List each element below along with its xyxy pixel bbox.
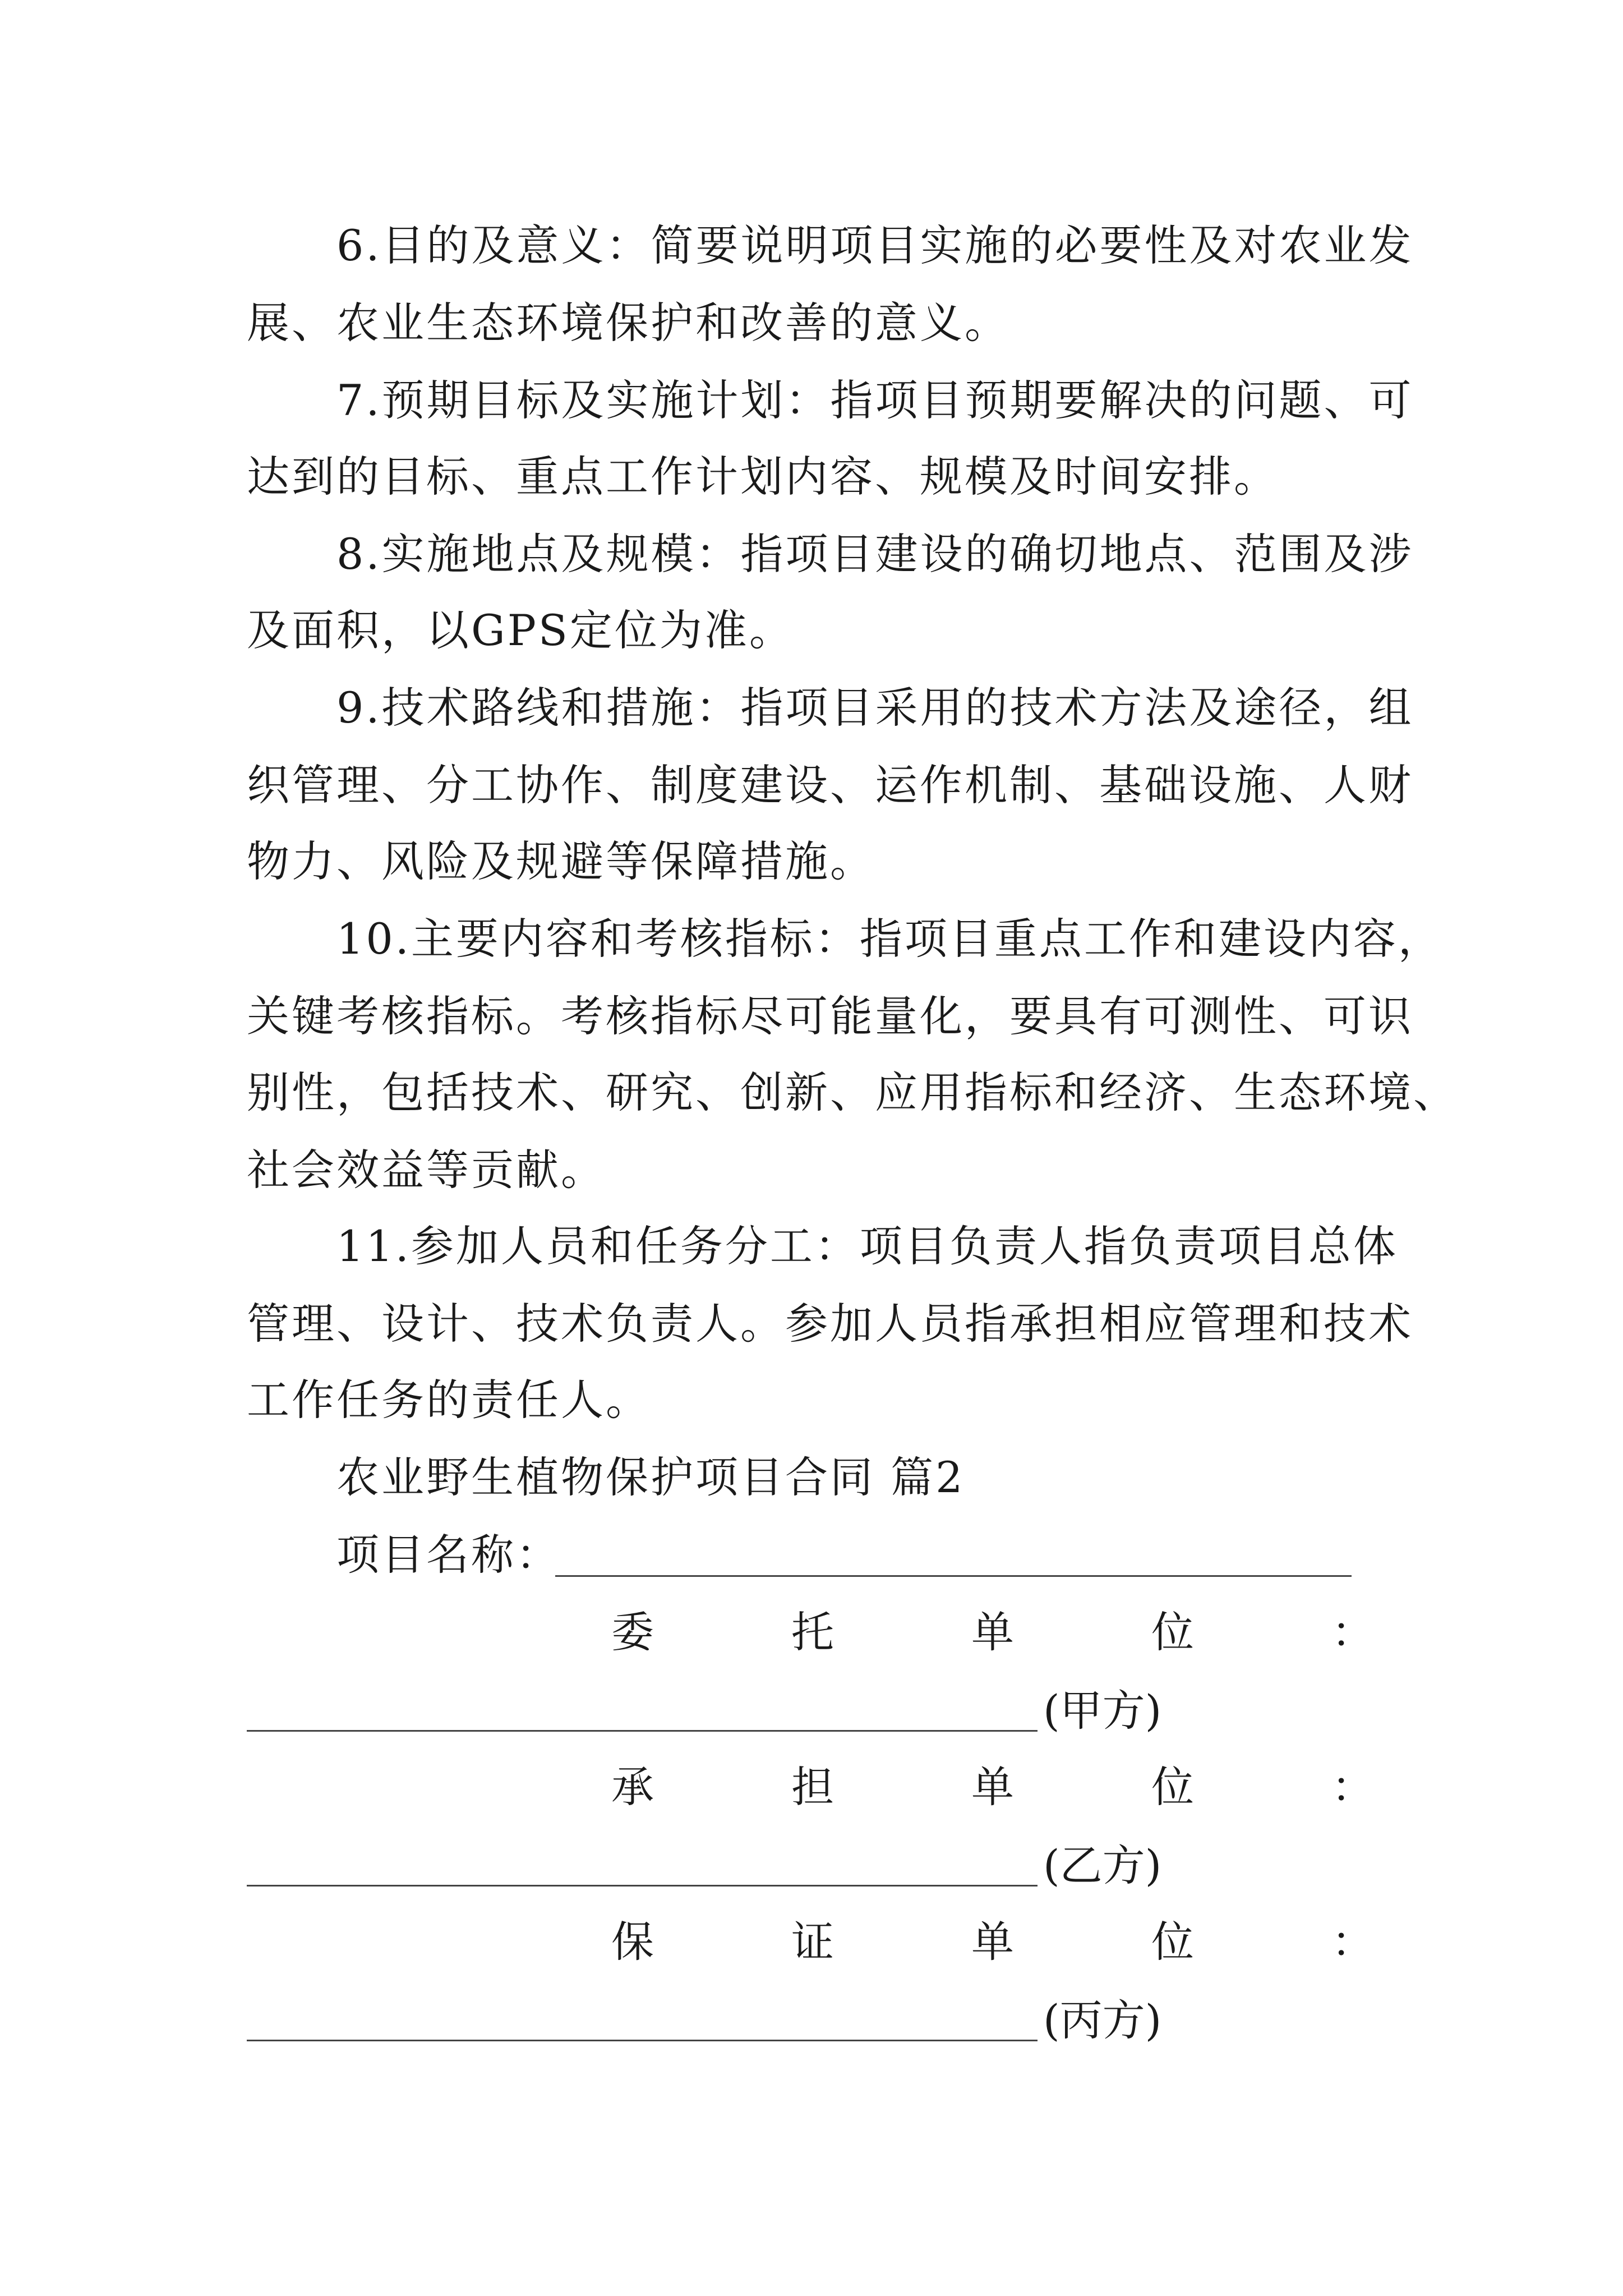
party-3-char: 证 — [791, 1917, 834, 1967]
item-6-line-1: 6.目的及意义：简要说明项目实施的必要性及对农业发 — [336, 220, 1414, 270]
party-3-char: 单 — [971, 1917, 1014, 1967]
party-2-char: 担 — [791, 1762, 834, 1812]
party-1-label — [611, 1604, 1374, 1660]
item-9-line-3: 物力、风险及规避等保障措施。 — [247, 836, 875, 886]
party-1-suffix: (甲方) — [1043, 1686, 1162, 1736]
party-3-blank[interactable] — [247, 2040, 1038, 2041]
item-8-line-1: 8.实施地点及规模：指项目建设的确切地点、范围及涉 — [336, 529, 1414, 579]
party-2-char: 位 — [1151, 1762, 1194, 1812]
party-2-colon: ： — [1331, 1762, 1374, 1812]
item-10-line-1: 10.主要内容和考核指标：指项目重点工作和建设内容， — [336, 914, 1443, 964]
party-2-label — [611, 1759, 1374, 1815]
project-name-blank[interactable] — [555, 1575, 1352, 1577]
project-name-label: 项目名称： — [336, 1530, 561, 1580]
item-11-line-2: 管理、设计、技术负责人。参加人员指承担相应管理和技术 — [247, 1299, 1413, 1349]
party-1-char: 位 — [1151, 1607, 1194, 1657]
item-11-line-3: 工作任务的责任人。 — [247, 1375, 651, 1425]
party-3-label — [611, 1914, 1374, 1970]
party-2-char: 单 — [971, 1762, 1014, 1812]
party-1-char: 托 — [791, 1607, 834, 1657]
party-1-blank[interactable] — [247, 1730, 1038, 1732]
item-8-line-2: 及面积，以GPS定位为准。 — [247, 605, 794, 655]
party-1-colon: ： — [1331, 1607, 1374, 1657]
item-7-line-2: 达到的目标、重点工作计划内容、规模及时间安排。 — [247, 452, 1279, 501]
party-1-char: 委 — [611, 1607, 654, 1657]
item-11-line-1: 11.参加人员和任务分工：项目负责人指负责项目总体 — [336, 1221, 1398, 1271]
item-10-line-2: 关键考核指标。考核指标尽可能量化，要具有可测性、可识 — [247, 991, 1413, 1041]
party-3-char: 位 — [1151, 1917, 1194, 1967]
party-2-blank[interactable] — [247, 1885, 1038, 1887]
item-9-line-2: 织管理、分工协作、制度建设、运作机制、基础设施、人财 — [247, 760, 1413, 810]
item-10-line-3: 别性，包括技术、研究、创新、应用指标和经济、生态环境、 — [247, 1068, 1458, 1117]
party-3-char: 保 — [611, 1917, 654, 1967]
party-2-suffix: (乙方) — [1043, 1841, 1162, 1890]
item-7-line-1: 7.预期目标及实施计划：指项目预期要解决的问题、可 — [336, 375, 1414, 425]
party-3-suffix: (丙方) — [1043, 1995, 1162, 2045]
section-title: 农业野生植物保护项目合同 篇2 — [336, 1452, 965, 1502]
party-2-char: 承 — [611, 1762, 654, 1812]
party-3-colon: ： — [1331, 1917, 1374, 1967]
item-9-line-1: 9.技术路线和措施：指项目采用的技术方法及途径，组 — [336, 683, 1414, 733]
item-10-line-4: 社会效益等贡献。 — [247, 1145, 606, 1195]
party-1-char: 单 — [971, 1607, 1014, 1657]
item-6-line-2: 展、农业生态环境保护和改善的意义。 — [247, 298, 1009, 348]
